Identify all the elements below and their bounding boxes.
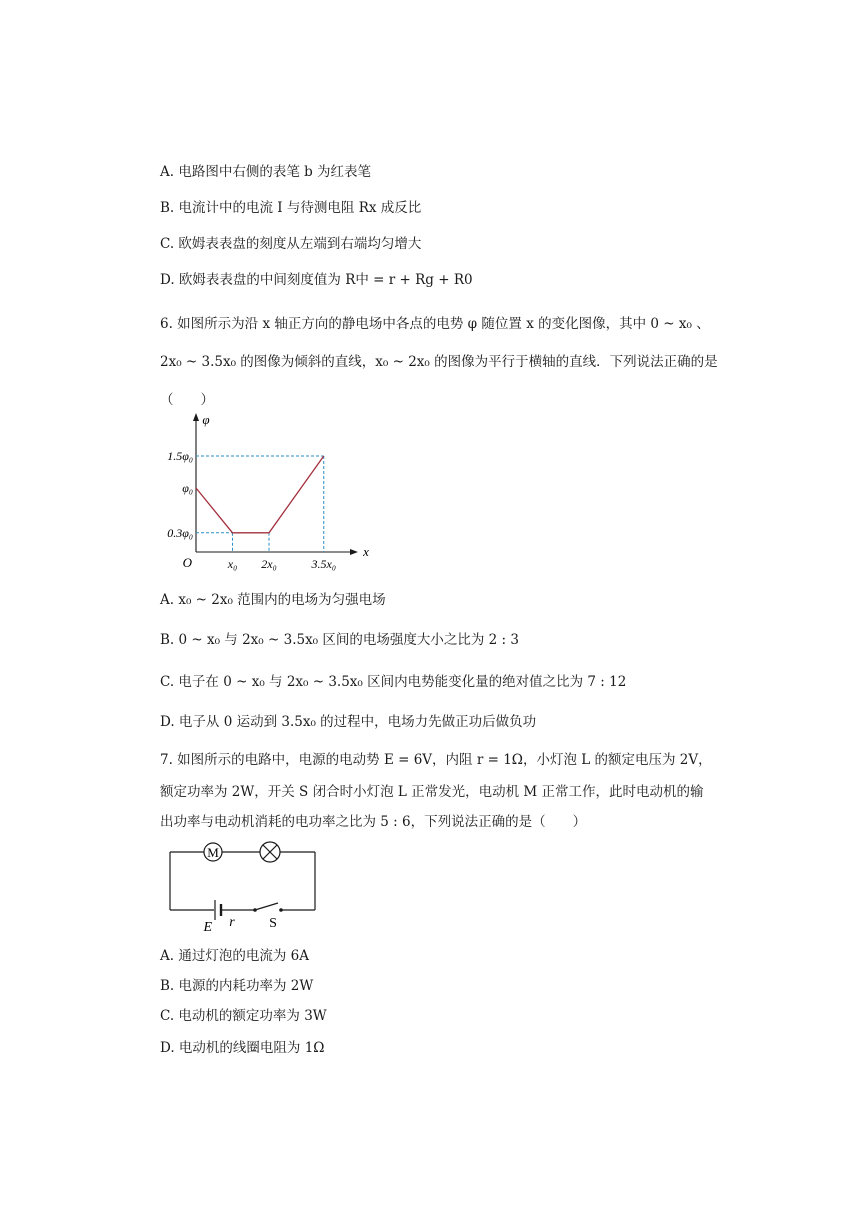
q6-option-d: D. 电子从 0 运动到 3.5x₀ 的过程中，电场力先做正功后做负功 (160, 714, 537, 730)
q6-stem-line2: 2x₀ ~ 3.5x₀ 的图像为倾斜的直线，x₀ ~ 2x₀ 的图像为平行于横轴的直线．下列说法正确的是 (160, 354, 718, 370)
q5-option-b: B. 电流计中的电流 I 与待测电阻 Rx 成反比 (160, 200, 422, 216)
q7-stem-line1: 7. 如图所示的电路中，电源的电动势 E = 6V，内阻 r = 1Ω，小灯泡 L 的额定电压为 2V， (160, 752, 712, 768)
motor-label: M (207, 845, 219, 860)
lamp-symbol (260, 842, 280, 862)
q6-option-a: A. x₀ ~ 2x₀ 范围内的电场为匀强电场 (160, 592, 386, 608)
q7-option-a: A. 通过灯泡的电流为 6A (160, 948, 309, 964)
q5-option-d: D. 欧姆表表盘的中间刻度值为 R中 = r + Rg + R0 (160, 272, 473, 288)
emf-label: E (203, 920, 212, 934)
x-tick-label: x₀ (227, 557, 238, 571)
q6-option-b: B. 0 ~ x₀ 与 2x₀ ~ 3.5x₀ 区间的电场强度大小之比为 2 : 3 (160, 632, 519, 648)
y-tick-label: 1.5φ₀ (167, 449, 193, 463)
x-tick-label: 3.5x₀ (311, 557, 336, 571)
q6-stem-line3: （ ） (160, 392, 214, 408)
q7-option-c: C. 电动机的额定功率为 3W (160, 1008, 327, 1024)
q6-potential-graph (150, 408, 380, 578)
x-axis-label: x (363, 544, 369, 559)
battery-symbol (215, 900, 221, 920)
y-axis-arrow (193, 413, 199, 421)
q5-option-a: A. 电路图中右侧的表笔 b 为红表笔 (160, 164, 372, 180)
q5-option-c: C. 欧姆表表盘的刻度从左端到右端均匀增大 (160, 236, 422, 252)
y-axis-label: φ (202, 412, 210, 427)
potential-line (196, 456, 324, 533)
q7-option-b: B. 电源的内耗功率为 2W (160, 978, 314, 994)
origin-label: O (182, 555, 192, 570)
q7-stem-line3: 出功率与电动机消耗的电功率之比为 5 : 6，下列说法正确的是（ ） (160, 814, 587, 830)
switch-symbol (254, 903, 282, 911)
switch-label: S (269, 916, 277, 931)
q6-stem-line1: 6. 如图所示为沿 x 轴正方向的静电场中各点的电势 φ 随位置 x 的变化图像，其中 0 ~ x₀ 、 (160, 316, 710, 332)
q7-stem-line2: 额定功率为 2W，开关 S 闭合时小灯泡 L 正常发光，电动机 M 正常工作，此时电动机的输 (160, 784, 704, 800)
internal-resistance-label: r (229, 915, 235, 930)
q7-circuit-diagram (160, 838, 330, 934)
motor-symbol (204, 843, 222, 861)
y-tick-label: φ₀ (182, 481, 193, 495)
x-tick-label: 2x₀ (261, 557, 277, 571)
q6-option-c: C. 电子在 0 ~ x₀ 与 2x₀ ~ 3.5x₀ 区间内电势能变化量的绝对值之比为 7 : 12 (160, 674, 627, 690)
y-tick-label: 0.3φ₀ (167, 525, 193, 540)
q7-option-d: D. 电动机的线圈电阻为 1Ω (160, 1040, 325, 1056)
x-axis-arrow (350, 549, 358, 555)
